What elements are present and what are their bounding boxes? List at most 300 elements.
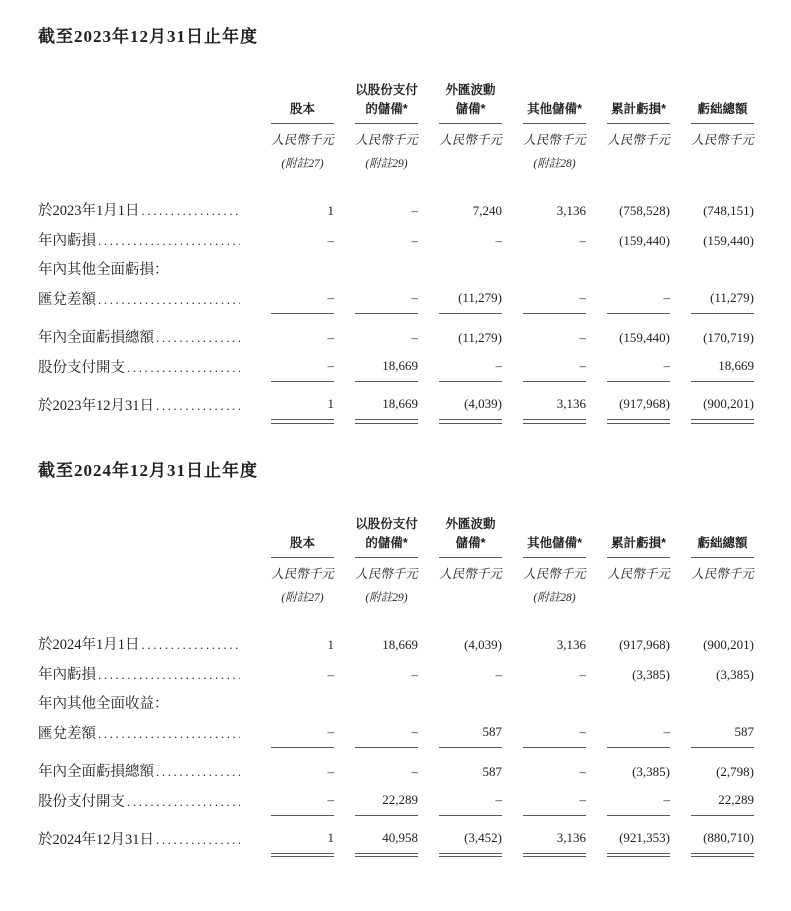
value-text [355, 256, 418, 285]
column-header-label [355, 78, 418, 124]
column-header-line: 其他儲備* [527, 535, 582, 550]
column-note-label [439, 149, 502, 172]
row-label [38, 323, 250, 353]
value-text: – [607, 719, 670, 748]
column-header-line: 其他儲備* [527, 102, 582, 116]
value-text: – [579, 330, 586, 345]
column-note-label: (附註29) [365, 591, 408, 604]
table-body [38, 630, 754, 858]
value-cell [250, 285, 334, 315]
value-text: – [607, 353, 670, 382]
value-cell [586, 630, 670, 660]
value-cell [670, 256, 754, 285]
value-cell [502, 719, 586, 749]
value-cell [502, 630, 586, 660]
value-text: – [327, 763, 334, 779]
value-cell [586, 226, 670, 256]
value-cell [418, 391, 502, 424]
value-text: 587 [439, 719, 502, 748]
column-header-line: 累計虧損* [611, 102, 666, 116]
row-label [38, 757, 250, 787]
value-text: – [411, 666, 418, 682]
column-header-label [355, 512, 418, 558]
value-text: (11,279) [691, 285, 754, 314]
value-cell [502, 391, 586, 424]
value-text: – [607, 285, 670, 314]
value-text: 587 [691, 719, 754, 748]
value-text: – [355, 285, 418, 314]
value-text: (758,528) [619, 203, 670, 218]
value-cell [250, 825, 334, 858]
column-note-label: (附註29) [365, 158, 408, 170]
value-text [355, 690, 418, 719]
value-text: – [607, 787, 670, 816]
table-row [38, 353, 754, 383]
column-note-label: (附註28) [533, 158, 576, 170]
value-cell [670, 226, 754, 256]
value-text: 22,289 [355, 787, 418, 816]
value-text: 3,136 [556, 636, 586, 652]
value-text [523, 256, 586, 285]
value-cell [418, 256, 502, 285]
column-header-line: 以股份支付 [355, 83, 418, 97]
row-label-text: 匯兌差額 [38, 725, 96, 742]
column-header-5 [586, 78, 670, 172]
column-unit-label: 人民幣千元 [439, 133, 502, 147]
value-text: 3,136 [556, 203, 586, 218]
value-cell [670, 690, 754, 719]
value-cell [418, 660, 502, 690]
value-cell [502, 690, 586, 719]
value-cell [502, 660, 586, 690]
value-text [271, 690, 334, 719]
column-unit-label: 人民幣千元 [355, 133, 418, 147]
row-label [38, 690, 250, 719]
value-text: – [439, 787, 502, 816]
column-note-label: (附註27) [281, 158, 324, 170]
value-text: (11,279) [439, 285, 502, 314]
row-label-text: 於2024年12月31日 [38, 831, 154, 848]
dot-leader [156, 391, 240, 420]
value-cell [418, 757, 502, 787]
value-text [271, 256, 334, 285]
column-header-line: 外匯波動 [445, 516, 496, 531]
column-header-inner [691, 78, 754, 172]
column-unit-label: 人民幣千元 [691, 133, 754, 147]
dot-leader [98, 285, 240, 314]
row-label-text: 於2024年1月1日 [38, 636, 140, 653]
value-cell [670, 757, 754, 787]
row-label-text: 年內虧損 [38, 666, 96, 683]
value-text: (3,385) [632, 666, 670, 682]
row-label-text: 股份支付開支 [38, 360, 125, 376]
column-header-label [607, 78, 670, 124]
value-cell [334, 787, 418, 817]
table-row [38, 196, 754, 226]
value-cell [250, 323, 334, 353]
table-row [38, 630, 754, 660]
value-text: – [271, 285, 334, 314]
column-header-label [523, 78, 586, 124]
value-text: (159,440) [703, 233, 754, 248]
row-label-text: 年內虧損 [38, 233, 96, 249]
column-header-2 [334, 78, 418, 172]
column-unit-label: 人民幣千元 [523, 566, 586, 581]
column-header-label [439, 78, 502, 124]
value-cell [250, 660, 334, 690]
column-unit-label: 人民幣千元 [607, 566, 670, 581]
value-cell [586, 285, 670, 315]
row-label [38, 630, 250, 660]
column-header-inner [607, 512, 670, 606]
value-cell [670, 353, 754, 383]
dot-leader [142, 630, 241, 659]
column-header-line: 股本 [289, 535, 315, 550]
value-cell [250, 719, 334, 749]
value-text: – [271, 787, 334, 816]
column-header-inner [355, 78, 418, 172]
column-header-2 [334, 512, 418, 606]
column-header-label [607, 512, 670, 558]
table-row [38, 391, 754, 424]
table-row [38, 660, 754, 690]
value-text: 18,669 [355, 353, 418, 382]
value-text [439, 690, 502, 719]
value-text: – [411, 203, 418, 218]
value-cell [586, 825, 670, 858]
value-cell [586, 787, 670, 817]
value-cell [334, 353, 418, 383]
column-header-inner [607, 78, 670, 172]
value-text: (880,710) [691, 825, 754, 858]
value-cell [670, 391, 754, 424]
value-cell [670, 787, 754, 817]
column-note-label [439, 583, 502, 606]
value-cell [334, 256, 418, 285]
equity-table-2023 [38, 78, 754, 424]
value-cell [502, 353, 586, 383]
value-text [439, 256, 502, 285]
dot-leader [98, 660, 240, 689]
value-text: – [579, 666, 586, 682]
value-cell [502, 757, 586, 787]
value-text: (3,385) [632, 763, 670, 779]
value-text: – [495, 233, 502, 248]
row-label [38, 353, 250, 383]
column-note-label [691, 583, 754, 606]
value-cell [670, 196, 754, 226]
column-header-inner [271, 78, 334, 172]
value-cell [418, 353, 502, 383]
value-cell [334, 660, 418, 690]
table-row [38, 757, 754, 787]
value-cell [586, 353, 670, 383]
table-row [38, 825, 754, 858]
row-label-text: 年內全面虧損總額 [38, 763, 154, 780]
value-cell [334, 226, 418, 256]
value-text: (11,279) [458, 330, 502, 345]
value-cell [418, 196, 502, 226]
row-label-text: 年內全面虧損總額 [38, 330, 154, 346]
value-cell [334, 391, 418, 424]
column-header-line: 股本 [289, 102, 315, 116]
value-text: (900,201) [703, 636, 754, 652]
dot-leader [142, 196, 241, 225]
value-text: (3,452) [439, 825, 502, 858]
column-header-line: 儲備* [455, 102, 486, 116]
column-header-inner [691, 512, 754, 606]
value-cell [334, 285, 418, 315]
value-text: 1 [271, 391, 334, 424]
value-cell [250, 391, 334, 424]
value-text: 3,136 [523, 391, 586, 424]
dot-leader [127, 353, 240, 382]
value-text: (917,968) [607, 391, 670, 424]
dot-leader [127, 787, 240, 816]
value-cell [418, 226, 502, 256]
value-cell [502, 226, 586, 256]
row-label-text: 股份支付開支 [38, 793, 125, 810]
column-header-line: 的儲備* [365, 535, 408, 550]
value-text: – [495, 666, 502, 682]
value-text: 1 [327, 636, 334, 652]
value-cell [250, 196, 334, 226]
column-note-label [607, 583, 670, 606]
value-text [523, 690, 586, 719]
row-label-text: 年內其他全面收益： [38, 695, 169, 712]
value-cell [334, 757, 418, 787]
row-label-text: 於2023年12月31日 [38, 398, 154, 414]
row-label [38, 719, 250, 749]
row-label [38, 825, 250, 858]
value-cell [418, 825, 502, 858]
value-cell [250, 353, 334, 383]
equity-table-2023-section [38, 26, 754, 424]
column-header-label [523, 512, 586, 558]
column-header-line: 以股份支付 [355, 516, 418, 531]
column-header-1 [250, 512, 334, 606]
column-header-inner [439, 78, 502, 172]
row-label [38, 196, 250, 226]
value-text [607, 690, 670, 719]
value-cell [250, 690, 334, 719]
value-cell [586, 391, 670, 424]
value-cell [418, 323, 502, 353]
value-text: (4,039) [464, 636, 502, 652]
value-cell [586, 660, 670, 690]
value-cell [670, 719, 754, 749]
value-cell [586, 256, 670, 285]
row-label [38, 256, 250, 285]
row-label [38, 391, 250, 424]
value-text: – [411, 330, 418, 345]
value-cell [250, 757, 334, 787]
value-cell [586, 719, 670, 749]
dot-leader [156, 757, 240, 786]
value-text: (159,440) [619, 330, 670, 345]
column-header-1 [250, 78, 334, 172]
value-text: 18,669 [691, 353, 754, 382]
column-header-label [271, 78, 334, 124]
value-cell [670, 630, 754, 660]
value-text: – [411, 233, 418, 248]
row-label [38, 660, 250, 690]
value-cell [334, 196, 418, 226]
equity-table-2024-section [38, 460, 754, 858]
column-header-label [691, 512, 754, 558]
column-header-line: 的儲備* [365, 102, 408, 116]
column-header-inner [355, 512, 418, 606]
value-cell [502, 323, 586, 353]
equity-table-2024 [38, 512, 754, 858]
table-row [38, 719, 754, 749]
value-text: – [271, 353, 334, 382]
value-text: (170,719) [703, 330, 754, 345]
value-text: – [327, 233, 334, 248]
row-label-text: 於2023年1月1日 [38, 203, 140, 219]
value-cell [334, 825, 418, 858]
column-header-4 [502, 512, 586, 606]
value-text: 7,240 [472, 203, 502, 218]
column-note-label: (附註28) [533, 591, 576, 604]
value-cell [250, 787, 334, 817]
column-note-label [691, 149, 754, 172]
table-row [38, 690, 754, 719]
value-cell [502, 787, 586, 817]
column-unit-label: 人民幣千元 [691, 566, 754, 581]
value-text: 22,289 [691, 787, 754, 816]
value-cell [334, 323, 418, 353]
value-text: (3,385) [716, 666, 754, 682]
table-title-2023: 截至2023年12月31日止年度 [38, 27, 258, 46]
column-unit-label: 人民幣千元 [355, 566, 418, 581]
value-text: 1 [327, 203, 334, 218]
value-cell [502, 285, 586, 315]
value-text: 1 [271, 825, 334, 858]
value-cell [502, 825, 586, 858]
table-row [38, 226, 754, 256]
column-header-inner [523, 78, 586, 172]
column-header-inner [523, 512, 586, 606]
value-cell [586, 690, 670, 719]
value-text: – [439, 353, 502, 382]
column-header-3 [418, 78, 502, 172]
value-cell [670, 660, 754, 690]
table-row [38, 256, 754, 285]
column-unit-label: 人民幣千元 [271, 566, 334, 581]
column-header-line: 虧絀總額 [697, 535, 748, 550]
value-cell [418, 787, 502, 817]
column-header-line: 儲備* [455, 535, 486, 550]
value-cell [334, 690, 418, 719]
value-text: 18,669 [382, 636, 418, 652]
value-text: (900,201) [691, 391, 754, 424]
value-cell [418, 719, 502, 749]
value-text: (921,353) [607, 825, 670, 858]
header-row [38, 512, 754, 606]
value-cell [502, 196, 586, 226]
value-cell [586, 323, 670, 353]
column-note-label [607, 149, 670, 172]
value-cell [334, 630, 418, 660]
table-row [38, 285, 754, 315]
table-title-2024: 截至2024年12月31日止年度 [38, 460, 258, 480]
table-row [38, 323, 754, 353]
dot-leader [156, 825, 240, 854]
value-text: 18,669 [355, 391, 418, 424]
value-text: (159,440) [619, 233, 670, 248]
column-header-inner [439, 512, 502, 606]
value-text [691, 690, 754, 719]
column-header-6 [670, 512, 754, 606]
value-text: 3,136 [523, 825, 586, 858]
column-header-label [271, 512, 334, 558]
value-cell [418, 285, 502, 315]
column-header-6 [670, 78, 754, 172]
value-text: – [355, 719, 418, 748]
value-cell [586, 196, 670, 226]
column-unit-label: 人民幣千元 [607, 133, 670, 147]
column-header-inner [271, 512, 334, 606]
value-text: 40,958 [355, 825, 418, 858]
value-text: – [327, 666, 334, 682]
value-cell [670, 285, 754, 315]
value-text: – [523, 285, 586, 314]
value-cell [670, 323, 754, 353]
value-text [691, 256, 754, 285]
value-cell [334, 719, 418, 749]
row-label [38, 226, 250, 256]
row-label [38, 787, 250, 817]
dot-leader [98, 226, 240, 255]
value-text: – [271, 719, 334, 748]
row-label [38, 285, 250, 315]
dot-leader [98, 719, 240, 748]
column-header-3 [418, 512, 502, 606]
value-text: – [579, 233, 586, 248]
column-header-line: 外匯波動 [445, 83, 496, 97]
dot-leader [156, 323, 240, 352]
value-text: – [411, 763, 418, 779]
column-unit-label: 人民幣千元 [523, 133, 586, 147]
value-cell [250, 630, 334, 660]
row-label-text: 年內其他全面虧損： [38, 262, 169, 278]
table-body [38, 196, 754, 424]
value-cell [250, 256, 334, 285]
column-note-label: (附註27) [281, 591, 324, 604]
column-header-line: 累計虧損* [611, 535, 666, 550]
value-text: – [579, 763, 586, 779]
row-label-text: 匯兌差額 [38, 292, 96, 308]
value-text [607, 256, 670, 285]
value-cell [250, 226, 334, 256]
column-header-4 [502, 78, 586, 172]
value-text: 587 [482, 763, 502, 779]
column-header-label [439, 512, 502, 558]
value-cell [586, 757, 670, 787]
header-row [38, 78, 754, 172]
value-text: – [523, 719, 586, 748]
value-text: – [523, 787, 586, 816]
value-cell [670, 825, 754, 858]
value-cell [502, 256, 586, 285]
column-header-label [691, 78, 754, 124]
value-text: (917,968) [619, 636, 670, 652]
table-row [38, 787, 754, 817]
value-cell [418, 690, 502, 719]
value-cell [418, 630, 502, 660]
column-header-5 [586, 512, 670, 606]
